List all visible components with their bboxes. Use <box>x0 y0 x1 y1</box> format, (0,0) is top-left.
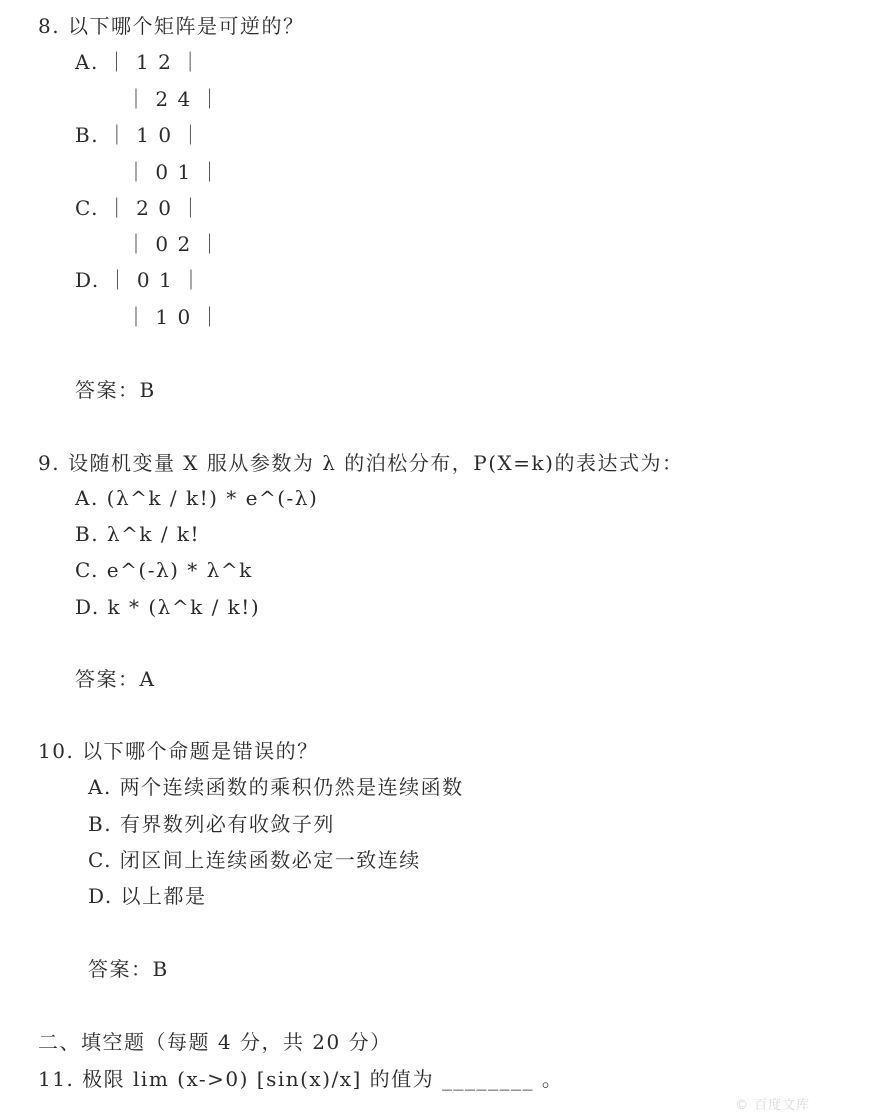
q10-option-a: A. 两个连续函数的乘积仍然是连续函数 <box>88 775 464 799</box>
q10-option-c: C. 闭区间上连续函数必定一致连续 <box>88 848 421 872</box>
q8-option-c-row2: ｜ 0 2 ｜ <box>126 232 222 256</box>
question-9-text: 9. 设随机变量 X 服从参数为 λ 的泊松分布，P(X=k)的表达式为： <box>38 451 684 475</box>
q9-option-a: A. (λ^k / k!) * e^(-λ) <box>75 486 319 510</box>
question-8-text: 8. 以下哪个矩阵是可逆的？ <box>38 14 305 38</box>
question-10-text: 10. 以下哪个命题是错误的？ <box>38 739 319 763</box>
question-11-text: 11. 极限 lim (x->0) [sin(x)/x] 的值为 ________ 。 <box>38 1067 564 1091</box>
q10-option-d: D. 以上都是 <box>88 884 207 908</box>
q10-option-b: B. 有界数列必有收敛子列 <box>88 812 335 836</box>
q8-answer: 答案：B <box>75 378 156 402</box>
q9-option-c: C. e^(-λ) * λ^k <box>75 558 253 582</box>
q8-option-d-row1: D. ｜ 0 1 ｜ <box>75 268 203 292</box>
q8-option-c-row1: C. ｜ 2 0 ｜ <box>75 196 202 220</box>
q8-option-a-row2: ｜ 2 4 ｜ <box>126 87 222 111</box>
q9-answer: 答案：A <box>75 667 156 691</box>
q10-answer: 答案：B <box>88 957 169 981</box>
q8-option-a-row1: A. ｜ 1 2 ｜ <box>75 50 202 74</box>
watermark: © 百度文库 <box>735 1098 811 1113</box>
q9-option-b: B. λ^k / k! <box>75 522 201 546</box>
q8-option-d-row2: ｜ 1 0 ｜ <box>126 305 222 329</box>
q8-option-b-row2: ｜ 0 1 ｜ <box>126 160 222 184</box>
section-heading: 二、填空题（每题 4 分，共 20 分） <box>38 1030 392 1054</box>
q9-option-d: D. k * (λ^k / k!) <box>75 595 261 619</box>
q8-option-b-row1: B. ｜ 1 0 ｜ <box>75 123 202 147</box>
